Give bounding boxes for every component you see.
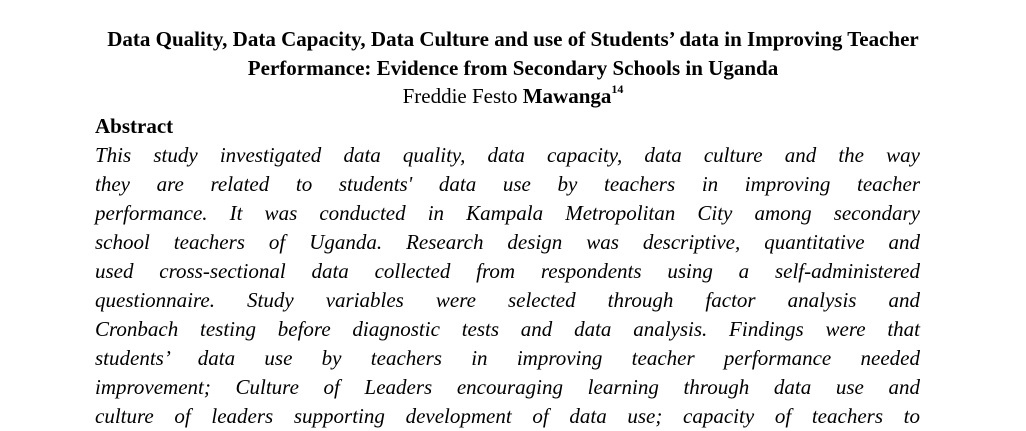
author-surname: Mawanga <box>522 84 612 108</box>
abstract-heading: Abstract <box>95 114 174 138</box>
abstract-line: school teachers of Uganda. Research design was descriptive, quantitative and <box>95 230 920 254</box>
abstract-line: culture of leaders supporting development of data use; capacity of teachers to <box>95 404 920 428</box>
paper-title-line-2: Performance: Evidence from Secondary Schools in Uganda <box>247 56 779 80</box>
abstract-line: Cronbach testing before diagnostic tests and data analysis. Findings were that <box>95 317 920 341</box>
paper-title-line-1: Data Quality, Data Capacity, Data Culture and use of Students’ data in Improving Teacher <box>107 27 919 51</box>
abstract-line: they are related to students' data use by teachers in improving teacher <box>95 172 920 196</box>
author-byline <box>0 82 1026 110</box>
abstract-line: performance. It was conducted in Kampala Metropolitan City among secondary <box>95 201 920 225</box>
abstract-line: questionnaire. Study variables were selected through factor analysis and <box>95 288 920 312</box>
abstract-line: students’ data use by teachers in improving teacher performance needed <box>95 346 920 370</box>
abstract-line: This study investigated data quality, data capacity, data culture and the way <box>95 143 920 167</box>
author-footnote-mark: 14 <box>611 82 624 96</box>
author-given-names: Freddie Festo <box>402 84 523 108</box>
abstract-line: improvement; Culture of Leaders encouraging learning through data use and <box>95 375 920 399</box>
abstract-line: used cross-sectional data collected from respondents using a self-administered <box>95 259 920 283</box>
abstract-body <box>95 141 920 431</box>
